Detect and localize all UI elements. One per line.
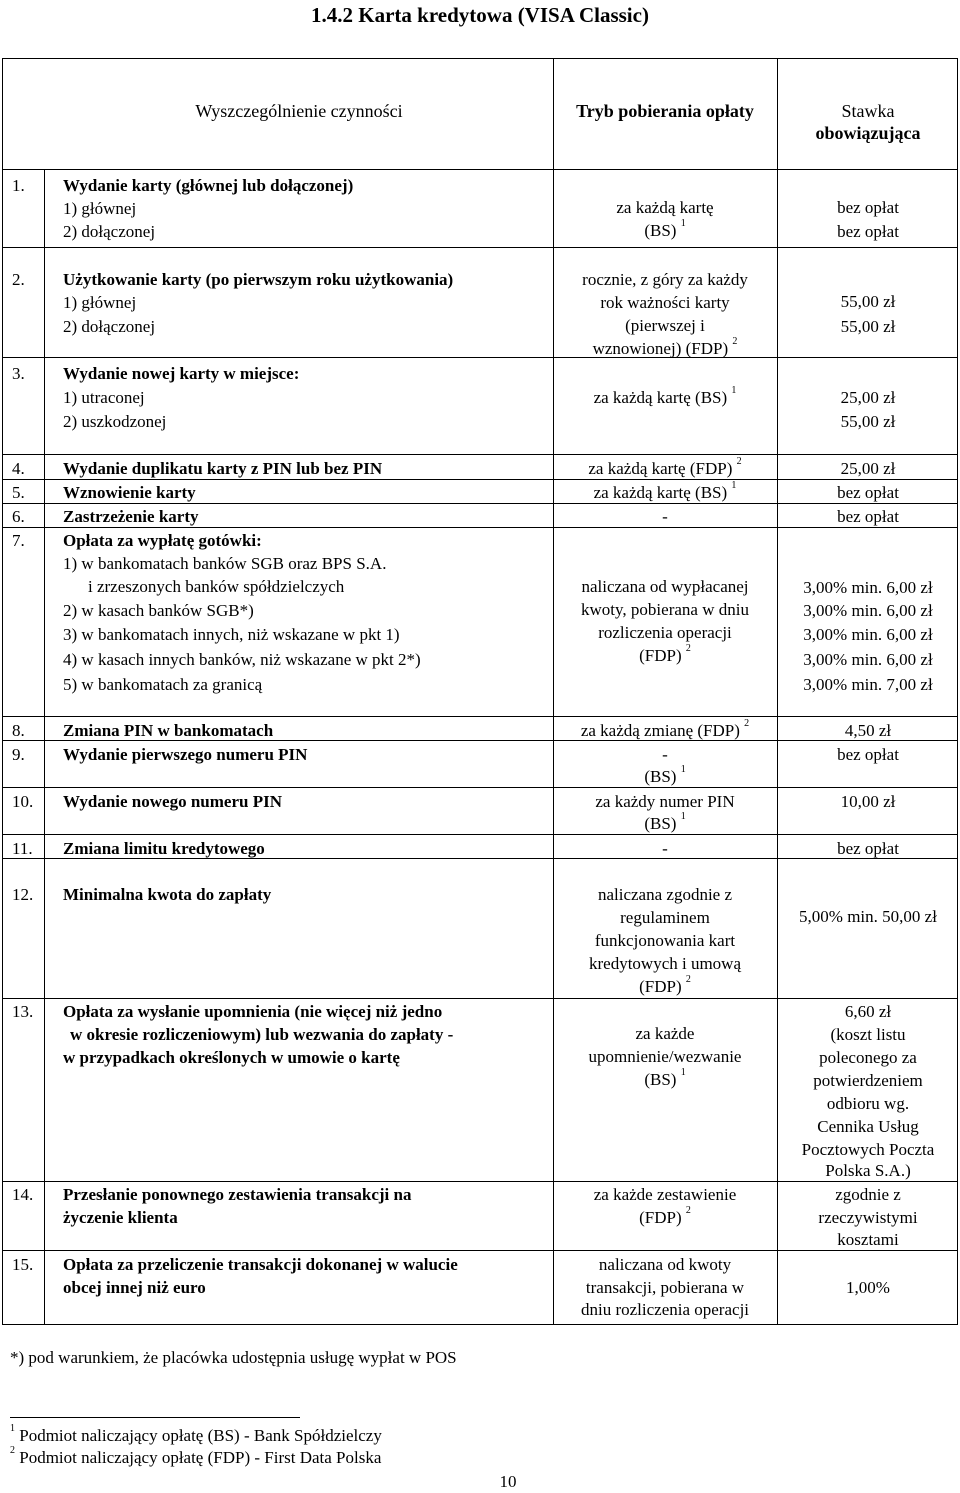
row-mode: za każdą kartę [616, 198, 714, 217]
row-number: 10. [12, 792, 34, 811]
row-rate: bez opłat [837, 222, 899, 241]
row-rate: rzeczywistymi [818, 1208, 918, 1227]
row-sub: 1) w bankomatach banków SGB oraz BPS S.A. [63, 554, 387, 573]
row-number: 6. [12, 507, 25, 526]
row-rate: 55,00 zł [840, 317, 896, 336]
rule [2, 58, 3, 1325]
row-rate: (koszt listu [830, 1025, 906, 1044]
rule [2, 454, 958, 455]
row-title: w przypadkach określonych w umowie o kartę [63, 1048, 400, 1067]
row-number: 13. [12, 1002, 34, 1021]
row-title: Zastrzeżenie karty [63, 507, 199, 526]
footnote-1: $^1$ Podmiot naliczający opłatę (BS) - Bank Spółdzielczy [10, 1423, 382, 1445]
rule [2, 1324, 958, 1325]
row-title: Zmiana PIN w bankomatach [63, 721, 274, 740]
row-number: 2. [12, 270, 25, 289]
row-title: Minimalna kwota do zapłaty [63, 885, 272, 904]
row-sub: 4) w kasach innych banków, niż wskazane w pkt 2*) [63, 650, 421, 669]
rule [2, 58, 958, 59]
row-rate: bez opłat [837, 198, 899, 217]
row-rate: 3,00% min. 7,00 zł [803, 675, 933, 694]
row-number: 15. [12, 1255, 34, 1274]
rule [2, 247, 958, 248]
row-mode: (BS) $^1$ [644, 811, 686, 833]
row-mode: naliczana od kwoty [598, 1255, 732, 1274]
row-mode: upomnienie/wezwanie [588, 1047, 742, 1066]
row-mode: regulaminem [620, 908, 710, 927]
row-number: 5. [12, 483, 25, 502]
row-mode: (FDP) $^2$ [639, 974, 691, 996]
row-mode: za każdą kartę (BS) $^1$ [593, 480, 737, 502]
row-rate: 1,00% [846, 1278, 890, 1297]
page-title: 1.4.2 Karta kredytowa (VISA Classic) [311, 3, 649, 27]
row-title: Użytkowanie karty (po pierwszym roku użytkowania) [63, 270, 454, 289]
row-sub: 1) głównej [63, 293, 137, 312]
row-rate: odbioru wg. [826, 1094, 910, 1113]
header-col-rate [778, 100, 958, 144]
row-mode: (BS) $^1$ [644, 1067, 686, 1089]
header-col-rate-line1: Stawka [841, 101, 895, 121]
row-mode: (FDP) $^2$ [639, 643, 691, 665]
row-sub: 2) w kasach banków SGB*) [63, 601, 254, 620]
row-mode: naliczana zgodnie z [597, 885, 733, 904]
row-mode: za każdą zmianę (FDP) $^2$ [580, 718, 750, 740]
row-mode: naliczana od wypłacanej [581, 577, 749, 596]
row-number: 3. [12, 364, 25, 383]
row-number: 9. [12, 745, 25, 764]
row-rate: 3,00% min. 6,00 zł [803, 625, 933, 644]
row-number: 7. [12, 531, 25, 550]
row-mode: za każdą kartę (BS) $^1$ [593, 385, 737, 407]
page-number: 10 [499, 1472, 517, 1491]
row-rate: 10,00 zł [840, 792, 896, 811]
row-number: 11. [12, 839, 33, 858]
row-rate: bez opłat [837, 839, 899, 858]
row-mode: za każdą kartę (FDP) $^2$ [588, 456, 742, 478]
row-mode: rok ważności karty [600, 293, 730, 312]
row-title: Wydanie nowego numeru PIN [63, 792, 282, 811]
row-mode: kredytowych i umową [588, 954, 742, 973]
row-mode: (BS) $^1$ [644, 764, 686, 786]
row-rate: 3,00% min. 6,00 zł [803, 578, 933, 597]
row-title: Opłata za wysłanie upomnienia (nie więcej niż jedno [63, 1002, 443, 1021]
row-rate: Pocztowych Poczta [801, 1140, 935, 1159]
row-rate: bez opłat [837, 745, 899, 764]
rule [2, 357, 958, 358]
row-number: 12. [12, 885, 34, 904]
row-mode: - [662, 745, 668, 764]
row-rate: bez opłat [837, 507, 899, 526]
row-title: Przesłanie ponownego zestawienia transakcji na [63, 1185, 412, 1204]
row-title: w okresie rozliczeniowym) lub wezwania do zapłaty - [70, 1025, 454, 1044]
row-mode: za każde [635, 1024, 695, 1043]
row-rate: bez opłat [837, 483, 899, 502]
rule [2, 834, 958, 835]
row-title: Opłata za przeliczenie transakcji dokonanej w walucie [63, 1255, 458, 1274]
row-mode: wznowionej) (FDP) $^2$ [592, 336, 738, 358]
row-rate: 4,50 zł [844, 721, 892, 740]
asterisk-note: *) pod warunkiem, że placówka udostępnia usługę wypłat w POS [10, 1348, 457, 1367]
row-sub: i zrzeszonych banków spółdzielczych [88, 577, 345, 596]
row-rate: Cennika Usług [817, 1117, 919, 1136]
row-title: życzenie klienta [63, 1208, 178, 1227]
row-number: 8. [12, 721, 25, 740]
rule [2, 716, 958, 717]
row-rate: poleconego za [819, 1048, 917, 1067]
row-mode: (pierwszej i [625, 316, 705, 335]
row-sub: 2) dołączonej [63, 222, 156, 241]
row-mode: transakcji, pobierana w [585, 1278, 745, 1297]
row-rate: 3,00% min. 6,00 zł [803, 650, 933, 669]
row-rate: zgodnie z [835, 1185, 901, 1204]
row-mode: funkcjonowania kart [594, 931, 736, 950]
header-col-mode: Tryb pobierania opłaty [576, 101, 754, 121]
row-sub: 1) głównej [63, 199, 137, 218]
row-title: Wydanie pierwszego numeru PIN [63, 745, 308, 764]
row-rate: 25,00 zł [840, 388, 896, 407]
row-mode: - [662, 507, 668, 526]
row-title: Wydanie duplikatu karty z PIN lub bez PIN [63, 459, 383, 478]
header-col-rate-line2: obowiązująca [815, 123, 921, 143]
row-sub: 3) w bankomatach innych, niż wskazane w pkt 1) [63, 625, 400, 644]
row-rate: kosztami [837, 1230, 899, 1249]
row-mode: za każdy numer PIN [595, 792, 735, 811]
row-mode: - [662, 839, 668, 858]
row-number: 4. [12, 459, 25, 478]
row-rate: 3,00% min. 6,00 zł [803, 601, 933, 620]
row-mode: kwoty, pobierana w dniu [581, 600, 749, 619]
row-rate: potwierdzeniem [813, 1071, 923, 1090]
row-title: Wydanie nowej karty w miejsce: [63, 364, 300, 383]
row-title: Wznowienie karty [63, 483, 196, 502]
row-sub: 5) w bankomatach za granicą [63, 675, 263, 694]
footnote-2: $^2$ Podmiot naliczający opłatę (FDP) - First Data Polska [10, 1445, 382, 1467]
row-title: Wydanie karty (głównej lub dołączonej) [63, 176, 354, 195]
rule [44, 169, 45, 1325]
row-title: Zmiana limitu kredytowego [63, 839, 265, 858]
rule [2, 787, 958, 788]
header-col-description: Wyszczególnienie czynności [195, 101, 403, 121]
rule [2, 169, 958, 170]
row-mode: rozliczenia operacji [598, 623, 732, 642]
row-mode: (FDP) $^2$ [639, 1205, 691, 1227]
row-sub: 2) uszkodzonej [63, 412, 167, 431]
row-rate: 5,00% min. 50,00 zł [799, 907, 937, 926]
row-rate: 55,00 zł [840, 412, 896, 431]
rule [553, 58, 554, 1325]
row-rate: Polska S.A.) [825, 1161, 911, 1180]
row-number: 1. [12, 176, 25, 195]
row-title: Opłata za wypłatę gotówki: [63, 531, 262, 550]
row-sub: 2) dołączonej [63, 317, 156, 336]
row-mode: (BS) $^1$ [644, 218, 686, 240]
row-rate: 25,00 zł [840, 459, 896, 478]
row-number: 14. [12, 1185, 34, 1204]
row-sub: 1) utraconej [63, 388, 145, 407]
row-mode: rocznie, z góry za każdy [582, 270, 748, 289]
row-mode: dniu rozliczenia operacji [580, 1300, 750, 1319]
footnote-separator [10, 1417, 300, 1418]
row-rate: 6,60 zł [844, 1002, 892, 1021]
row-title: obcej innej niż euro [63, 1278, 206, 1297]
row-rate: 55,00 zł [840, 292, 896, 311]
row-mode: za każde zestawienie [593, 1185, 737, 1204]
rule [2, 998, 958, 999]
